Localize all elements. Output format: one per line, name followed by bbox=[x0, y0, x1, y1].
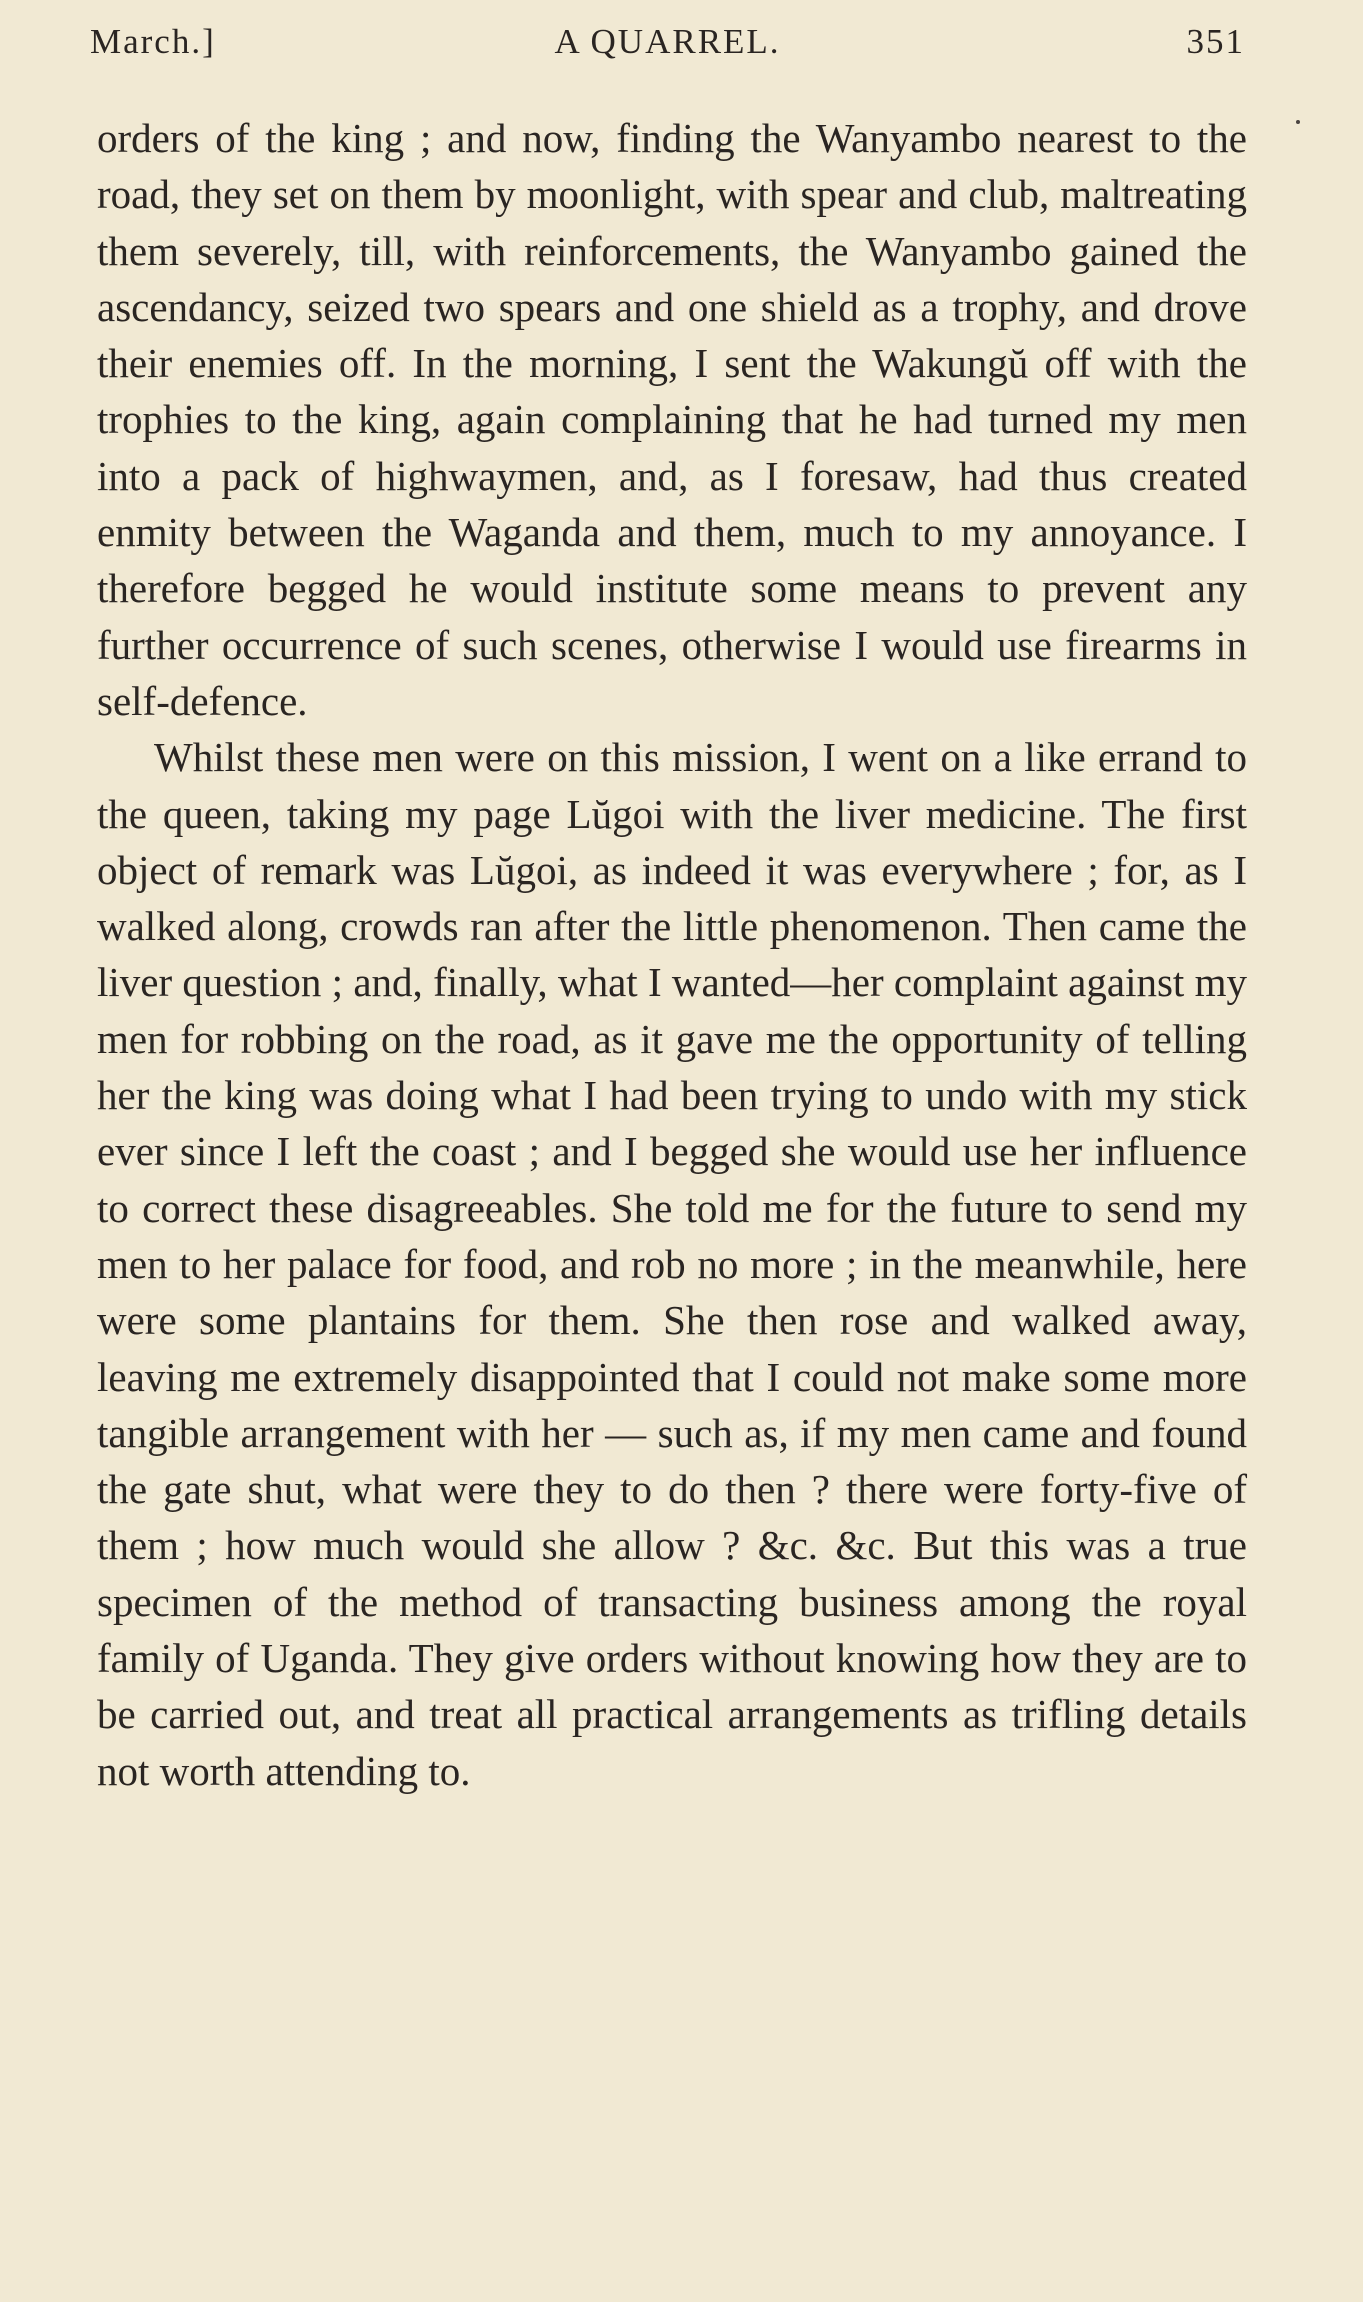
running-head bbox=[90, 22, 1245, 72]
page-number: 351 bbox=[1186, 22, 1245, 61]
paragraph-1: orders of the king ; and now, finding the Wanyambo nearest to the road, they set on them by moonlight, with spear and club, maltreating them severely, till, with reinforcements, the Wanyambo gained the ascendancy, seized two spears and one shield as a trophy, and drove their enemies off. In the morning, I sent the Wakungŭ off with the trophies to the king, again complaining that he had turned my men into a pack of highwaymen, and, as I foresaw, had thus created enmity between the Waganda and them, much to my annoyance. I therefore begged he would institute some means to prevent any further occurrence of such scenes, otherwise I would use firearms in self-defence. bbox=[97, 115, 1247, 724]
ink-speck bbox=[1296, 120, 1300, 124]
paragraph-2: Whilst these men were on this mission, I went on a like errand to the queen, taking my page Lŭgoi with the liver medicine. The first object of remark was Lŭgoi, as indeed it was everywhere ; for, as I walked along, crowds ran after the little phenomenon. Then came the liver question ; and, finally, what I wanted—her complaint against my men for robbing on the road, as it gave me the opportunity of telling her the king was doing what I had been trying to undo with my stick ever since I left the coast ; and I begged she would use her influence to correct these disagreeables. She told me for the future to send my men to her palace for food, and rob no more ; in the meanwhile, here were some plantains for them. She then rose and walked away, leaving me extremely disappointed that I could not make some more tangible arrangement with her — such as, if my men came and found the gate shut, what were they to do then ? there were forty-five of them ; how much would she allow ? &c. &c. But this was a true specimen of the method of transacting business among the royal family of Uganda. They give orders without knowing how they are to be carried out, and treat all practical arrangements as trifling details not worth attending to. bbox=[97, 734, 1247, 1794]
header-month: March.] bbox=[90, 22, 216, 61]
header-chapter-title: A QUARREL. bbox=[554, 22, 781, 61]
body-text bbox=[97, 110, 1247, 1799]
